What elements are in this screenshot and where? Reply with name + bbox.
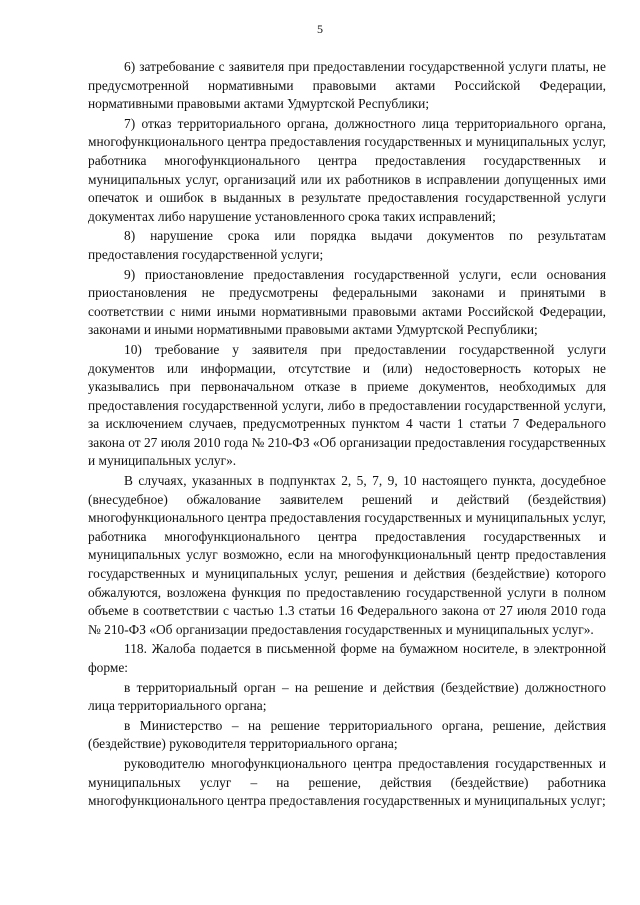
paragraph-item-7: 7) отказ территориального органа, должностного лица территориального органа, многофункционального центра предоставления государственных и муниципальных услуг, работника многофункционального центра предоставления государственных и муниципальных услуг, организаций или их работников в исправлении допущенных ими опечаток и ошибок в выданных в результате предоставления государственной услуги документах либо нарушение установленного срока таких исправлений; [88, 115, 606, 224]
paragraph-118: 118. Жалоба подается в письменной форме на бумажном носителе, в электронной форме: [88, 641, 606, 675]
paragraph-item-8: 8) нарушение срока или порядка выдачи документов по результатам предоставления государственной услуги; [88, 228, 606, 262]
paragraph-item-10: 10) требование у заявителя при предоставлении государственной услуги документов или информации, отсутствие и (или) недостоверность которых не указывались при первоначальном отказе в приеме документов, необходимых для предоставления государственной услуги, либо в предоставлении государственной услуги, за исключением случаев, предусмотренных пунктом 4 части 1 статьи 7 Федерального закона от 27 июля 2010 года № 210-ФЗ «Об организации предоставления государственных и муниципальных услуг». [88, 341, 606, 469]
paragraph-territorial-body: в территориальный орган – на решение и действия (бездействие) должностного лица территориального органа; [88, 679, 606, 714]
paragraph-item-6: 6) затребование с заявителя при предоставлении государственной услуги платы, не предусмотренной нормативными правовыми актами Российской Федерации, нормативными правовыми актами Удмуртской Республики; [88, 59, 606, 112]
paragraph-ministry: в Министерство – на решение территориального органа, решение, действия (бездействие) руководителя территориального органа; [88, 717, 606, 752]
paragraph-appeal-cases: В случаях, указанных в подпунктах 2, 5, 7, 9, 10 настоящего пункта, досудебное (внесудебное) обжалование заявителем решений и действий (бездействия) многофункционального центра предоставления государственных и муниципальных услуг, работника многофункционального центра предоставления государственных и муниципальных услуг возможно, если на многофункциональный центр предоставления государственных и муниципальных услуг, решения и действия (бездействие) которого обжалуются, возложена функция по предоставлению государственной услуги в полном объеме в соответствии с частью 1.3 статьи 16 Федерального закона от 27 июля 2010 года № 210-ФЗ «Об организации предоставления государственных и муниципальных услуг». [88, 473, 606, 637]
paragraph-mfc-head: руководителю многофункционального центра предоставления государственных и муниципальных услуг – на решение, действия (бездействие) работника многофункционального центра предоставления государственных и муниципальных услуг; [88, 755, 606, 809]
paragraph-item-9: 9) приостановление предоставления государственной услуги, если основания приостановления не предусмотрены федеральными законами и принятыми в соответствии с ними иными нормативными правовыми актами Российской Федерации, законами и иными нормативными правовыми актами Удмуртской Республики; [88, 266, 606, 338]
document-body [88, 58, 606, 812]
page-number: 5 [317, 22, 323, 36]
